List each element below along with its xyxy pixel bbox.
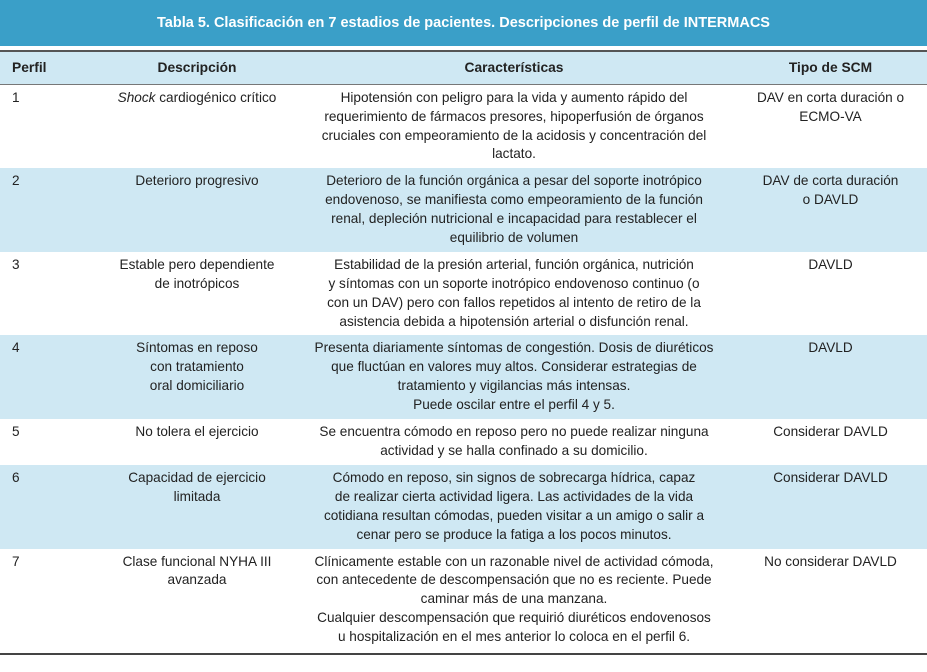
cell-caracteristicas: Se encuentra cómodo en reposo pero no puede realizar ninguna actividad y se halla confinado a su domicilio. bbox=[319, 424, 709, 459]
cell-descripcion bbox=[100, 85, 294, 169]
cell-caracteristicas: Estabilidad de la presión arterial, función orgánica, nutrición y síntomas con un soporte inotrópico endovenoso continuo (o con un DAV) pero con fallos repetidos al intento de retiro de la asistencia debida a hipotensión arterial o disfunción renal. bbox=[327, 257, 701, 329]
cell-descripcion-rest: cardiogénico crítico bbox=[155, 90, 277, 105]
header-caracteristicas: Características bbox=[294, 51, 734, 85]
cell-tipo-scm: DAVLD bbox=[734, 335, 927, 419]
cell-caracteristicas: Presenta diariamente síntomas de congestión. Dosis de diuréticos que fluctúan en valores muy altos. Considerar estrategias de tratamiento y vigilancias más intensas. Puede oscilar entre el perfil 4 y 5. bbox=[294, 335, 734, 419]
cell-perfil: 1 bbox=[12, 90, 20, 105]
table-row bbox=[0, 335, 927, 419]
cell-tipo-scm: Considerar DAVLD bbox=[734, 465, 927, 548]
cell-perfil: 6 bbox=[0, 465, 100, 548]
cell-descripcion: Síntomas en reposo con tratamiento oral domiciliario bbox=[100, 335, 294, 419]
cell-perfil: 5 bbox=[12, 424, 20, 440]
cell-caracteristicas: Clínicamente estable con un razonable nivel de actividad cómoda, con antecedente de descompensación que no es reciente. Puede caminar más de una manzana. Cualquier descompensación que requirió diuréticos endovenosos u hospitalización en el mes anterior lo coloca en el perfil 6. bbox=[314, 553, 714, 644]
cell-caracteristicas: Hipotensión con peligro para la vida y aumento rápido del requerimiento de fármacos presores, hipoperfusión de órganos cruciales con empeoramiento de la acidosis y concentración del lactato. bbox=[321, 90, 707, 162]
table-title: Tabla 5. Clasificación en 7 estadios de pacientes. Descripciones de perfil de INTERMACS bbox=[0, 0, 927, 46]
cell-perfil: 3 bbox=[12, 257, 20, 273]
table-row bbox=[0, 85, 927, 169]
cell-perfil: 7 bbox=[12, 553, 20, 569]
header-descripcion: Descripción bbox=[100, 51, 294, 85]
cell-descripcion-italic: Shock bbox=[117, 90, 156, 105]
table-row bbox=[0, 549, 927, 654]
cell-perfil: 2 bbox=[0, 168, 100, 252]
header-perfil: Perfil bbox=[0, 51, 100, 85]
cell-perfil: 4 bbox=[0, 335, 100, 419]
cell-descripcion: Capacidad de ejercicio limitada bbox=[100, 465, 294, 548]
table-row bbox=[0, 465, 927, 548]
cell-tipo-scm: DAV de corta duración o DAVLD bbox=[734, 168, 927, 252]
table-row bbox=[0, 252, 927, 335]
cell-tipo-scm: DAV en corta duración o ECMO-VA bbox=[756, 90, 905, 124]
cell-descripcion: No tolera el ejercicio bbox=[135, 424, 259, 440]
cell-caracteristicas: Deterioro de la función orgánica a pesar del soporte inotrópico endovenoso, se manifiesta como empeoramiento de la función renal, depleción nutricional e incapacidad para restablecer el equilibrio de volumen bbox=[294, 168, 734, 252]
cell-descripcion: Deterioro progresivo bbox=[100, 168, 294, 252]
table-header-row bbox=[0, 51, 927, 85]
cell-tipo-scm: No considerar DAVLD bbox=[764, 553, 897, 569]
cell-tipo-scm: DAVLD bbox=[808, 257, 853, 273]
header-tipo-scm: Tipo de SCM bbox=[734, 51, 927, 85]
cell-descripcion: Clase funcional NYHA III avanzada bbox=[122, 553, 272, 588]
table-row bbox=[0, 168, 927, 252]
intermacs-table bbox=[0, 50, 927, 655]
table-row bbox=[0, 419, 927, 465]
cell-descripcion: Estable pero dependiente de inotrópicos bbox=[119, 257, 275, 291]
cell-tipo-scm: Considerar DAVLD bbox=[773, 424, 888, 440]
cell-caracteristicas: Cómodo en reposo, sin signos de sobrecarga hídrica, capaz de realizar cierta actividad ligera. Las actividades de la vida cotidiana resultan cómodas, pueden visitar a un amigo o salir a cenar pero se produce la fatiga a los pocos minutos. bbox=[294, 465, 734, 548]
